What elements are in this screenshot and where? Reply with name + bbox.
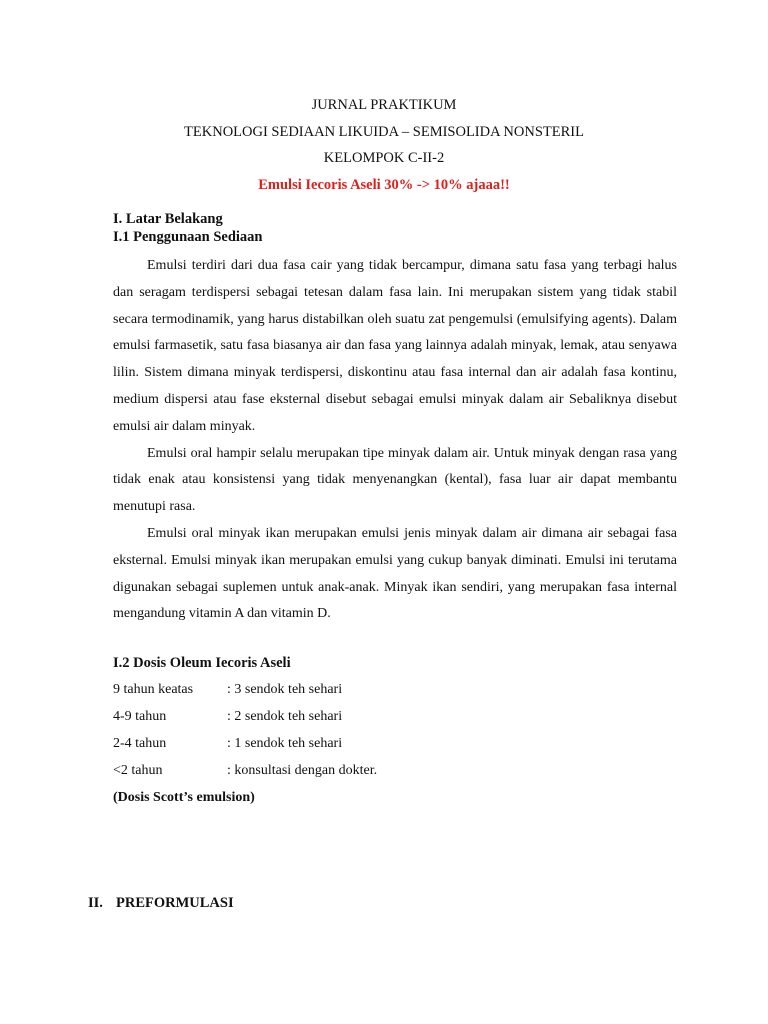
section-preformulasi xyxy=(88,893,234,913)
dose-amount: : konsultasi dengan dokter. xyxy=(227,763,378,778)
dose-age: 9 tahun keatas xyxy=(113,682,194,697)
dose-row xyxy=(113,757,677,784)
dose-amount: : 2 sendok teh sehari xyxy=(227,709,343,724)
paragraph: Emulsi oral hampir selalu merupakan tipe minyak dalam air. Untuk minyak dengan rasa yang tidak enak atau konsistensi yang tidak menyenangkan (kental), fasa luar air dapat membantu menutupi rasa. xyxy=(113,445,677,515)
dose-row xyxy=(113,676,677,703)
section-heading: I. Latar Belakang xyxy=(113,211,223,227)
section-number: II. xyxy=(88,895,103,911)
dose-amount: : 1 sendok teh sehari xyxy=(227,736,343,751)
dose-source-note: (Dosis Scott’s emulsion) xyxy=(113,790,255,805)
section-dosis xyxy=(113,654,677,811)
paragraph: Emulsi oral minyak ikan merupakan emulsi jenis minyak dalam air dimana air sebagai fasa eksternal. Emulsi minyak ikan merupakan emulsi yang cukup banyak diminati. Emulsi ini terutama digunakan sebagai suplemen untuk anak-anak. Minyak ikan sendiri, yang merupakan fasa internal mengandung vitamin A dan vitamin D. xyxy=(113,525,677,622)
paragraph-group xyxy=(113,253,677,628)
dose-age: <2 tahun xyxy=(113,763,163,778)
group-label: KELOMPOK C-II-2 xyxy=(323,150,445,166)
document-title-block xyxy=(0,92,768,198)
section-title: PREFORMULASI xyxy=(116,895,234,911)
subsection-heading: I.2 Dosis Oleum Iecoris Aseli xyxy=(113,655,291,671)
dose-age: 2-4 tahun xyxy=(113,736,167,751)
paragraph: Emulsi terdiri dari dua fasa cair yang tidak bercampur, dimana satu fasa yang terbagi halus dan seragam terdispersi sebagai tetesan dalam fasa lain. Ini merupakan sistem yang tidak stabil secara termodinamik, yang harus distabilkan oleh suatu zat pengemulsi (emulsifying agents). Dalam emulsi farmasetik, satu fasa biasanya air dan fasa yang lainnya adalah minyak, lemak, atau senyawa lilin. Sistem dimana minyak terdispersi, diskontinu atau fasa internal dan air adalah fasa kontinu, medium dispersi atau fase eksternal disebut sebagai emulsi minyak dalam air Sebaliknya disebut emulsi air dalam minyak. xyxy=(113,258,677,434)
dose-amount: : 3 sendok teh sehari xyxy=(227,682,343,697)
dose-row xyxy=(113,703,677,730)
dose-age: 4-9 tahun xyxy=(113,709,167,724)
journal-title: JURNAL PRAKTIKUM xyxy=(311,97,457,113)
subsection-heading: I.1 Penggunaan Sediaan xyxy=(113,229,263,245)
dose-row xyxy=(113,730,677,757)
red-subtitle: Emulsi Iecoris Aseli 30% -> 10% ajaaa!! xyxy=(258,176,510,193)
course-title: TEKNOLOGI SEDIAAN LIKUIDA – SEMISOLIDA NONSTERIL xyxy=(184,123,584,140)
section-latar-belakang xyxy=(113,210,677,628)
